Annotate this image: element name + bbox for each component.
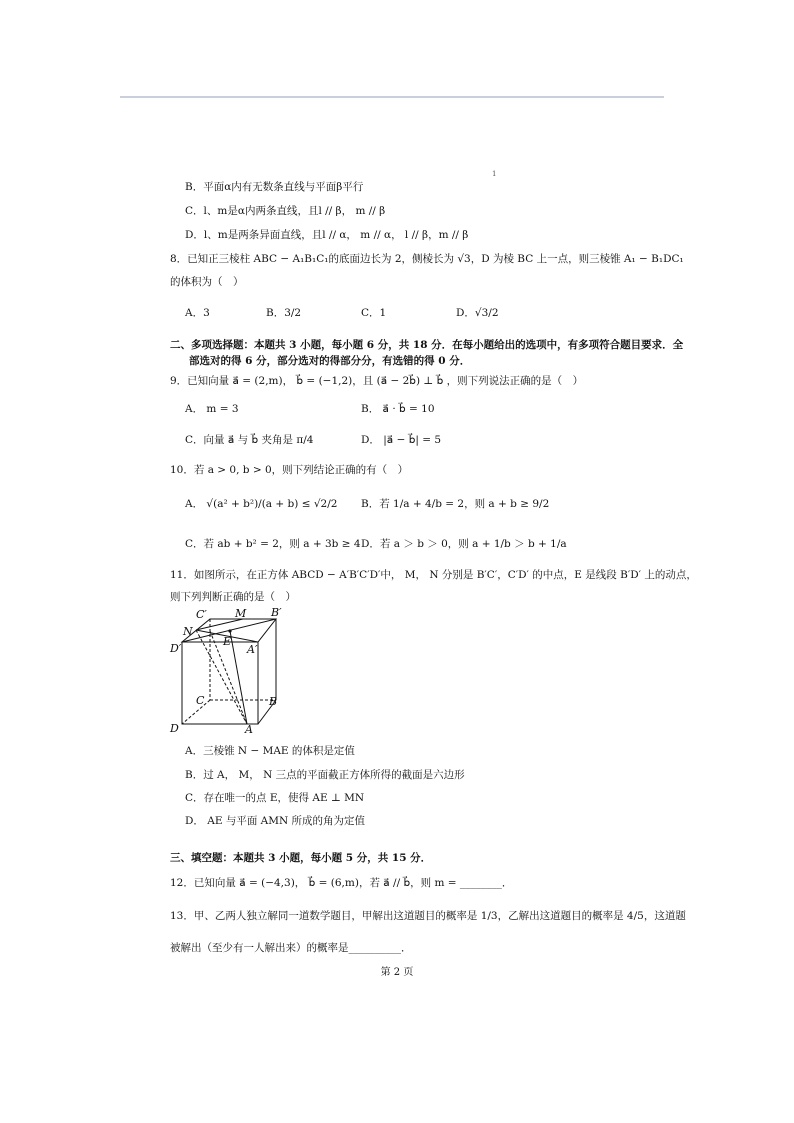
label-m: M [235, 607, 247, 620]
page-footer: 第 2 页 [380, 967, 414, 978]
q7-option-d: D．l、m是两条异面直线，且l // α， m // α， l // β，m // β [185, 229, 469, 241]
page-marker: 1 [492, 170, 497, 178]
q7-option-c: C．l、m是α内两条直线，且l // β， m // β [185, 205, 386, 217]
q10-stem: 10．若 a > 0, b > 0，则下列结论正确的有（ ） [170, 464, 409, 476]
q8-stem-cont: 的体积为（ ） [170, 276, 244, 288]
q9-stem: 9．已知向量 a⃗ = (2,m)， b⃗ = (−1,2)，且 (a⃗ − 2b⃗) ⊥ b⃗ ，则下列说法正确的是（ ） [170, 375, 584, 387]
q7-option-b: B．平面α内有无数条直线与平面β平行 [185, 181, 364, 193]
q11-stem: 11．如图所示，在正方体 ABCD − A′B′C′D′中， M， N 分别是 B′C′，C′D′ 的中点，E 是线段 B′D′ 上的动点， [170, 569, 697, 581]
q11-option-d: D． AE 与平面 AMN 所成的角为定值 [185, 815, 366, 827]
q12-stem: 12．已知向量 a⃗ = (−4,3)， b⃗ = (6,m)，若 a⃗ // b⃗，则 m = ________． [170, 877, 513, 889]
q11-option-c: C．存在唯一的点 E，使得 AE ⊥ MN [185, 792, 365, 804]
label-d: D [170, 722, 179, 734]
q8-stem: 8．已知正三棱柱 ABC − A₁B₁C₁的底面边长为 2，侧棱长为 √3，D 为棱 BC 上一点，则三棱锥 A₁ − B₁DC₁ [170, 253, 684, 265]
q11-option-b: B．过 A， M， N 三点的平面截正方体所得的截面是六边形 [185, 769, 465, 781]
section-3-heading: 三、填空题：本题共 3 小题，每小题 5 分，共 15 分． [170, 852, 432, 864]
label-d-prime: D′ [170, 642, 182, 655]
q8-option-b: B．3/2 [266, 307, 302, 319]
label-b: B [269, 695, 278, 708]
label-c-prime: C′ [196, 608, 207, 621]
section-2-heading-cont: 部选对的得 6 分，部分选对的得部分分，有选错的得 0 分． [189, 355, 471, 367]
q9-option-d: D． |a⃗ − b⃗| = 5 [361, 434, 442, 446]
section-2-heading: 二、多项选择题：本题共 3 小题，每小题 6 分，共 18 分．在每小题给出的选项中，有多项符合题目要求．全 [170, 339, 684, 351]
q10-option-d: D．若 a ＞ b ＞ 0，则 a + 1/b ＞ b + 1/a [361, 538, 567, 550]
label-e: E [223, 635, 232, 648]
q8-option-c: C．1 [361, 307, 387, 319]
label-b-prime: B′ [271, 606, 282, 619]
q13-stem-cont: 被解出（至少有一人解出来）的概率是__________． [170, 942, 412, 954]
point-e-marker [228, 629, 231, 632]
q9-option-a: A． m = 3 [185, 403, 239, 415]
label-a-prime: A′ [247, 643, 258, 656]
q10-option-c: C．若 ab + b² = 2，则 a + 3b ≥ 4 [185, 538, 361, 550]
q11-option-a: A．三棱锥 N − MAE 的体积是定值 [185, 745, 355, 757]
label-a: A [245, 723, 253, 734]
q8-option-d: D．√3/2 [456, 307, 499, 319]
label-c: C [196, 694, 205, 707]
q9-option-b: B． a⃗ · b⃗ = 10 [361, 403, 435, 415]
header-rule [120, 96, 664, 98]
cube-figure [165, 606, 290, 734]
q8-option-a: A．3 [185, 307, 210, 319]
q10-option-a: A． √(a² + b²)/(a + b) ≤ √2/2 [185, 498, 338, 510]
q13-stem: 13．甲、乙两人独立解同一道数学题目，甲解出这道题目的概率是 1/3，乙解出这道题目的概率是 4/5，这道题 [170, 910, 686, 922]
q9-option-c: C．向量 a⃗ 与 b⃗ 夹角是 π/4 [185, 434, 314, 446]
q11-stem-cont: 则下列判断正确的是（ ） [170, 591, 296, 603]
label-n: N [183, 625, 193, 638]
q10-option-b: B．若 1/a + 4/b = 2，则 a + b ≥ 9/2 [361, 498, 550, 510]
